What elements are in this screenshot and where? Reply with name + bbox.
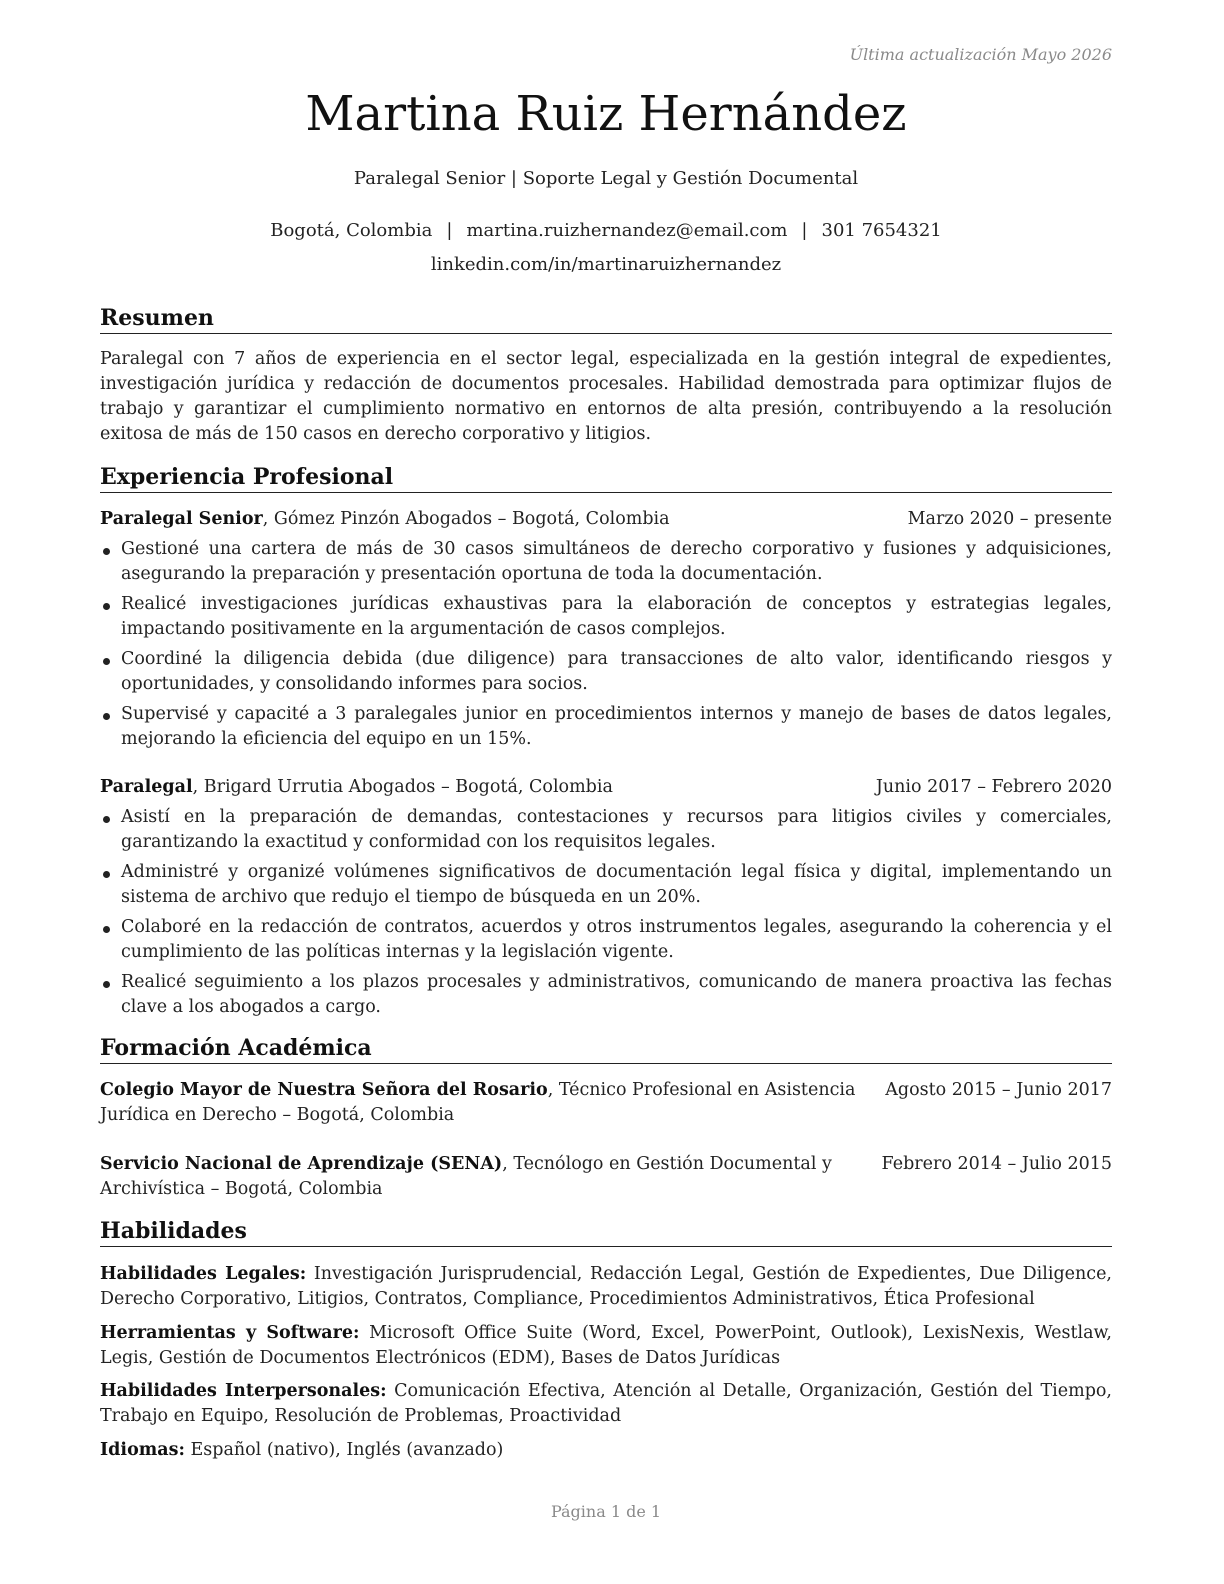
job-dates: Junio 2017 – Febrero 2020 bbox=[875, 777, 1112, 797]
education-detail: , Tecnólogo en Gestión Documental y Archivística – Bogotá, Colombia bbox=[100, 1154, 832, 1199]
bullet-item bbox=[100, 647, 1112, 697]
bullet-item bbox=[100, 702, 1112, 752]
skill-group bbox=[100, 1321, 1112, 1371]
job-bullets bbox=[100, 805, 1112, 1025]
separator: | bbox=[446, 220, 453, 241]
education-institution: Servicio Nacional de Aprendizaje (SENA) bbox=[100, 1154, 503, 1174]
bullet-item bbox=[100, 970, 1112, 1020]
skill-label: Habilidades Legales: bbox=[100, 1264, 307, 1284]
bullet-text: Asistí en la preparación de demandas, contestaciones y recursos para litigios civiles y comerciales, garantizando la exactitud y conformidad con los requisitos legales. bbox=[121, 807, 1112, 852]
bullet-icon bbox=[103, 871, 110, 878]
skill-group bbox=[100, 1262, 1112, 1312]
separator: | bbox=[801, 220, 808, 241]
skill-label: Idiomas: bbox=[100, 1440, 185, 1460]
bullet-icon bbox=[103, 816, 110, 823]
skill-text: Investigación Jurisprudencial, Redacción Legal, Gestión de Expedientes, Due Diligence, Derecho Corporativo, Litigios, Contratos, Compliance, Procedimientos Administrativos, Ética Profesional bbox=[100, 1264, 1112, 1309]
job-title: Paralegal bbox=[100, 777, 193, 797]
resume-page bbox=[100, 0, 1112, 1584]
job-company: , Brigard Urrutia Abogados – Bogotá, Colombia bbox=[192, 777, 613, 797]
skill-text: Microsoft Office Suite (Word, Excel, PowerPoint, Outlook), LexisNexis, Westlaw, Legis, Gestión de Documentos Electrónicos (EDM), Bases de Datos Jurídicas bbox=[100, 1323, 1112, 1368]
section-heading-skills: Habilidades bbox=[100, 1217, 1112, 1247]
linkedin-link[interactable]: linkedin.com/in/martinaruizhernandez bbox=[430, 254, 782, 275]
bullet-text: Coordiné la diligencia debida (due diligence) para transacciones de alto valor, identificando riesgos y oportunidades, y consolidando informes para socios. bbox=[121, 649, 1112, 694]
job-header bbox=[100, 507, 1112, 532]
section-heading-summary: Resumen bbox=[100, 304, 1112, 334]
page-number: Página 1 de 1 bbox=[550, 1502, 662, 1521]
bullet-text: Colaboré en la redacción de contratos, acuerdos y otros instrumentos legales, asegurando la coherencia y el cumplimiento de las políticas internas y la legislación vigente. bbox=[121, 917, 1112, 962]
education-dates: Febrero 2014 – Julio 2015 bbox=[881, 1154, 1112, 1174]
skill-label: Herramientas y Software: bbox=[100, 1323, 360, 1343]
bullet-item bbox=[100, 805, 1112, 855]
bullet-item bbox=[100, 915, 1112, 965]
job-header bbox=[100, 775, 1112, 800]
skill-group bbox=[100, 1379, 1112, 1429]
skill-text: Español (nativo), Inglés (avanzado) bbox=[184, 1440, 504, 1460]
bullet-text: Realicé seguimiento a los plazos procesales y administrativos, comunicando de manera proactiva las fechas clave a los abogados a cargo. bbox=[121, 972, 1112, 1017]
email-link[interactable]: martina.ruizhernandez@email.com bbox=[466, 220, 788, 241]
bullet-icon bbox=[103, 548, 110, 555]
bullet-icon bbox=[103, 981, 110, 988]
job-company: , Gómez Pinzón Abogados – Bogotá, Colombia bbox=[262, 509, 670, 529]
job-title: Paralegal Senior bbox=[100, 509, 263, 529]
bullet-text: Gestioné una cartera de más de 30 casos simultáneos de derecho corporativo y fusiones y adquisiciones, asegurando la preparación y presentación oportuna de toda la documentación. bbox=[121, 539, 1112, 584]
bullet-icon bbox=[103, 603, 110, 610]
summary-text: Paralegal con 7 años de experiencia en el sector legal, especializada en la gestión integral de expedientes, investigación jurídica y redacción de documentos procesales. Habilidad demostrada para optimizar flujos de trabajo y garantizar el cumplimiento normativo en entornos de alta presión, contribuyendo a la resolución exitosa de más de 150 casos en derecho corporativo y litigios. bbox=[100, 349, 1112, 444]
bullet-icon bbox=[103, 926, 110, 933]
last-updated: Última actualización Mayo 2026 bbox=[849, 45, 1112, 64]
phone: 301 7654321 bbox=[821, 220, 942, 241]
bullet-item bbox=[100, 537, 1112, 587]
skill-group bbox=[100, 1438, 1112, 1463]
bullet-item bbox=[100, 592, 1112, 642]
job-dates: Marzo 2020 – presente bbox=[907, 509, 1112, 529]
bullet-item bbox=[100, 860, 1112, 910]
section-heading-experience: Experiencia Profesional bbox=[100, 463, 1112, 493]
bullet-icon bbox=[103, 658, 110, 665]
contact-line bbox=[100, 220, 1112, 241]
job-bullets bbox=[100, 537, 1112, 757]
skill-label: Habilidades Interpersonales: bbox=[100, 1381, 387, 1401]
education-institution: Colegio Mayor de Nuestra Señora del Rosario bbox=[100, 1080, 548, 1100]
education-item bbox=[100, 1078, 1112, 1128]
skill-text: Comunicación Efectiva, Atención al Detalle, Organización, Gestión del Tiempo, Trabajo en Equipo, Resolución de Problemas, Proactividad bbox=[100, 1381, 1112, 1426]
bullet-text: Realicé investigaciones jurídicas exhaustivas para la elaboración de conceptos y estrategias legales, impactando positivamente en la argumentación de casos complejos. bbox=[121, 594, 1112, 639]
candidate-name: Martina Ruiz Hernández bbox=[305, 86, 907, 142]
education-item bbox=[100, 1152, 1112, 1202]
bullet-text: Administré y organizé volúmenes significativos de documentación legal física y digital, implementando un sistema de archivo que redujo el tiempo de búsqueda en un 20%. bbox=[121, 862, 1112, 907]
bullet-text: Supervisé y capacité a 3 paralegales junior en procedimientos internos y manejo de bases de datos legales, mejorando la eficiencia del equipo en un 15%. bbox=[121, 704, 1112, 749]
location: Bogotá, Colombia bbox=[270, 220, 433, 241]
section-heading-education: Formación Académica bbox=[100, 1034, 1112, 1064]
bullet-icon bbox=[103, 713, 110, 720]
education-detail: , Técnico Profesional en Asistencia Jurídica en Derecho – Bogotá, Colombia bbox=[100, 1080, 856, 1125]
education-dates: Agosto 2015 – Junio 2017 bbox=[885, 1080, 1112, 1100]
candidate-subtitle: Paralegal Senior | Soporte Legal y Gestión Documental bbox=[353, 168, 859, 189]
